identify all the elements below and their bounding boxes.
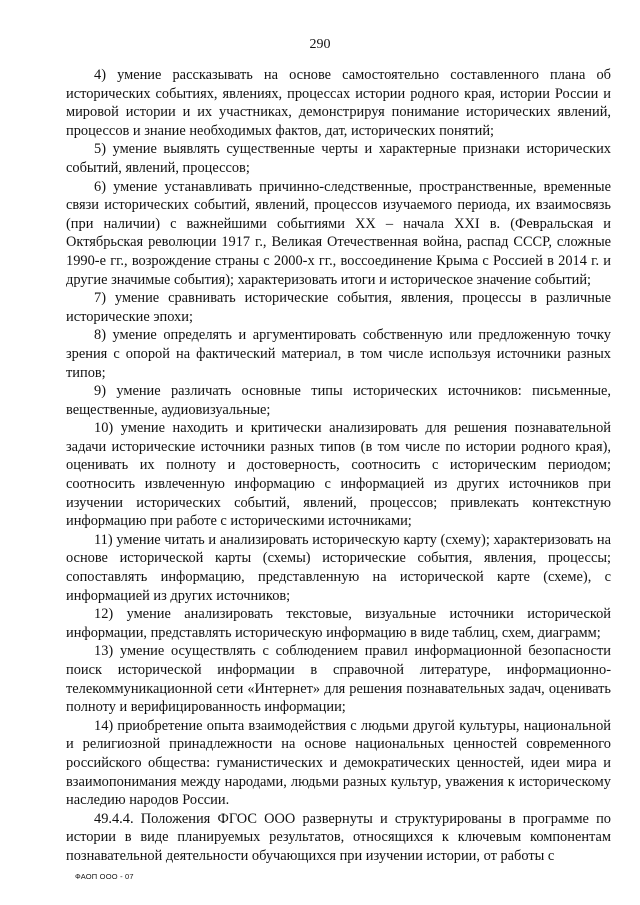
paragraph-item-9: 9) умение различать основные типы исторических источников: письменные, вещественные, аудиовизуальные; [66,383,611,418]
paragraph-item-12: 12) умение анализировать текстовые, визуальные источники исторической информации, представлять историческую информацию в виде таблиц, схем, диаграмм; [66,606,611,641]
paragraph-item-11: 11) умение читать и анализировать историческую карту (схему); характеризовать на основе исторической карты (схемы) исторические события, явления, процессы; сопоставлять информацию, представленную на исторической карте (схеме), с информацией из других источников; [66,531,611,604]
page-number: 290 [309,37,331,52]
paragraph-item-10: 10) умение находить и критически анализировать для решения познавательной задачи исторические источники разных типов (в том числе по истории родного края), оценивать их полноту и достоверность, соотносить с историческим периодом; соотносить извлеченную информацию с информацией из других источников при изучении исторических событий, явлений, процессов; привлекать контекстную информацию при работе с историческими источниками; [66,420,611,530]
section-paragraph-49-4-4: 49.4.4. Положения ФГОС ООО развернуты и структурированы в программе по истории в виде планируемых результатов, относящихся к ключевым компонентам познавательной деятельности обучающихся при изучении истории, от работы с [66,810,611,864]
paragraph-item-8: 8) умение определять и аргументировать собственную или предложенную точку зрения с опорой на фактический материал, в том числе используя источники разных типов; [66,327,611,381]
document-footer-code: ФАОП ООО - 07 [75,872,134,881]
paragraph-item-5: 5) умение выявлять существенные черты и характерные признаки исторических событий, явлений, процессов; [66,141,611,176]
body-text [66,66,611,866]
paragraph-item-6: 6) умение устанавливать причинно-следственные, пространственные, временные связи исторических событий, явлений, процессов изучаемого периода, их взаимосвязь (при наличии) с важнейшими событиями XX – начала XXI в. (Февральская и Октябрьская революции 1917 г., Великая Отечественная война, распад СССР, сложные 1990-е гг., возрождение страны с 2000-х гг., воссоединение Крыма с Россией в 2014 г. и другие значимые события); характеризовать итоги и историческое значение событий; [66,178,611,288]
paragraph-item-13: 13) умение осуществлять с соблюдением правил информационной безопасности поиск исторической информации в справочной литературе, информационно-телекоммуникационной сети «Интернет» для решения познавательных задач, оценивать полноту и верифицированность информации; [66,643,611,716]
paragraph-item-14: 14) приобретение опыта взаимодействия с людьми другой культуры, национальной и религиозной принадлежности на основе национальных ценностей современного российского общества: гуманистических и демократических ценностей, идеи мира и взаимопонимания между народами, людьми разных культур, уважения к историческому наследию народов России. [66,717,611,809]
paragraph-item-7: 7) умение сравнивать исторические события, явления, процессы в различные исторические эпохи; [66,290,611,325]
paragraph-item-4: 4) умение рассказывать на основе самостоятельно составленного плана об исторических событиях, явлениях, процессах истории родного края, истории России и мировой истории и их участниках, демонстрируя понимание исторических явлений, процессов и знание необходимых фактов, дат, исторических понятий; [66,67,611,139]
